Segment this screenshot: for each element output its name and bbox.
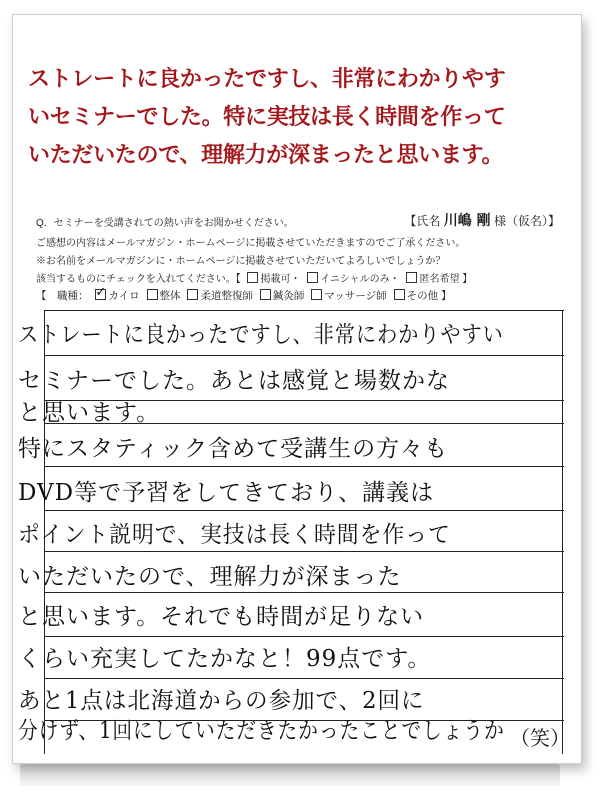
occupation-checkbox[interactable] xyxy=(394,289,405,300)
headline-line: いただいたので、理解力が深まったと思います。 xyxy=(28,142,504,168)
occupation-checkbox[interactable] xyxy=(187,289,198,300)
occupation-label: 【 職種： xyxy=(36,290,89,302)
name-field xyxy=(404,210,560,230)
occupation-checkbox[interactable] xyxy=(147,289,158,300)
occupation-checkbox[interactable] xyxy=(260,289,271,300)
consent-checkbox[interactable] xyxy=(247,272,258,283)
headline-line: いセミナーでした。特に実技は長く時間を作って xyxy=(28,104,506,130)
occupation-checkbox-checked[interactable] xyxy=(95,289,106,300)
ruled-line xyxy=(44,310,564,311)
headline-line: ストレートに良かったですし、非常にわかりやす xyxy=(28,66,506,92)
ruled-line xyxy=(44,636,564,637)
box-right-border xyxy=(562,310,563,754)
consent-option: 匿名希望 xyxy=(419,274,460,285)
handwritten-line: ストレートに良かったですし、非常にわかりやすい xyxy=(18,322,504,348)
occupation-option: 整体 xyxy=(159,290,181,302)
ruled-line xyxy=(44,551,564,552)
consent-row xyxy=(36,270,472,285)
notice-text: ご感想の内容はメールマガジン・ホームページに掲載させていただきますのでご了承ください。 xyxy=(36,238,466,249)
page-shadow xyxy=(20,764,560,786)
ruled-line xyxy=(44,678,564,679)
consent-close: 】 xyxy=(462,274,473,285)
consent-checkbox[interactable] xyxy=(406,272,417,283)
question-text: Q．セミナーを受講されての熱い声をお聞かせください。 xyxy=(36,218,294,229)
handwritten-line: と思います。それでも時間が足りない xyxy=(18,604,425,630)
occupation-option: 鍼灸師 xyxy=(272,290,305,302)
occupation-row xyxy=(36,288,452,303)
handwritten-line: 特にスタティック含めて受講生の方々も xyxy=(18,436,449,462)
occupation-close: 】 xyxy=(441,290,452,302)
handwritten-line: セミナーでした。あとは感覚と場数かな xyxy=(18,368,450,394)
consent-checkbox[interactable] xyxy=(307,272,318,283)
occupation-option: カイロ xyxy=(108,290,140,302)
handwritten-line: ポイント説明で、実技は長く時間を作って xyxy=(18,522,451,548)
ruled-line xyxy=(44,592,564,593)
handwritten-line: いただいたので、理解力が深まった xyxy=(18,564,402,590)
ruled-line xyxy=(44,466,564,467)
consent-label: 該当するものにチェックを入れてください。【 xyxy=(36,274,241,285)
ruled-line xyxy=(44,510,564,511)
handwritten-line: 分けず、1回にしていただきたかったことでしょうか xyxy=(18,718,505,744)
handwritten-line: と思います。 xyxy=(18,400,161,426)
consent-option: 掲載可・ xyxy=(260,274,301,285)
name-prefix: 【氏名 xyxy=(404,214,441,228)
handwritten-line: （笑） xyxy=(510,726,570,750)
handwritten-line: あと1点は北海道からの参加で、2回に xyxy=(18,688,425,714)
handwritten-line: くらい充実してたかなと！99点です。 xyxy=(18,646,432,672)
occupation-option: マッサージ師 xyxy=(324,290,387,302)
name-suffix: 様（仮名）】 xyxy=(493,214,560,228)
ruled-line xyxy=(44,355,564,356)
occupation-option: 柔道整復師 xyxy=(200,290,253,302)
occupation-option: その他 xyxy=(406,290,439,302)
notice-text: ※お名前をメールマガジンに・ホームページに掲載させていただいてよろしいでしょうか？ xyxy=(36,256,446,267)
name-value: 川嶋 剛 xyxy=(443,213,491,229)
occupation-checkbox[interactable] xyxy=(311,289,322,300)
handwritten-line: DVD等で予習をしてきており、講義は xyxy=(18,480,435,506)
headline xyxy=(28,60,568,174)
consent-option: イニシャルのみ・ xyxy=(320,274,400,285)
